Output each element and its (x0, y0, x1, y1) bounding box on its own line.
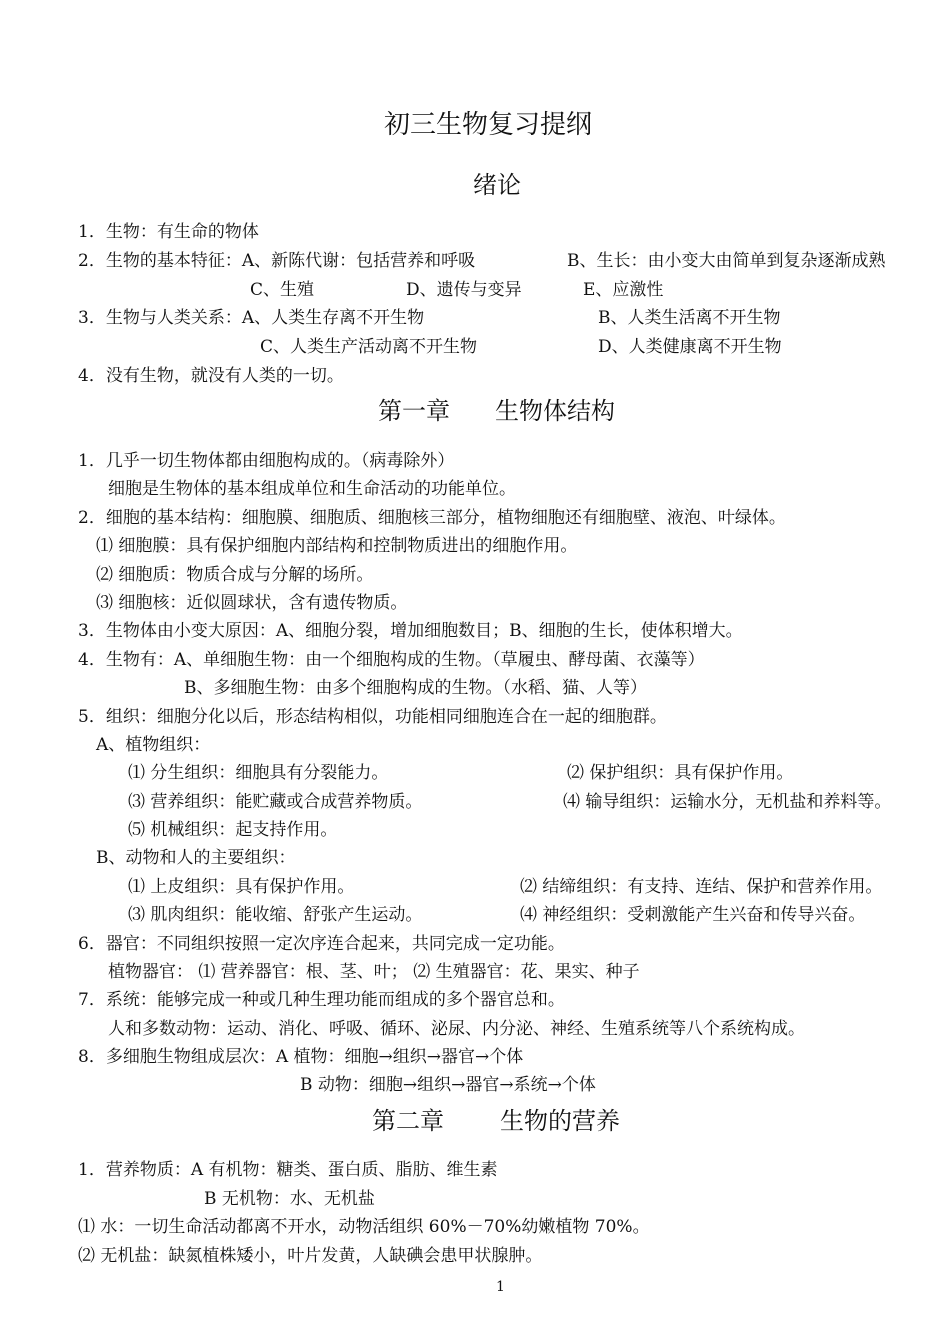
chapter-1-title: 生物体结构 (495, 397, 615, 425)
intro-line-3a: 3．生物与人类关系：A、人类生存离不开生物 (78, 308, 425, 328)
ch2-line-1b: B 无机物：水、无机盐 (204, 1189, 375, 1209)
ch1-line-5a2: ⑵ 保护组织：具有保护作用。 (567, 763, 794, 783)
ch1-line-2-2: ⑵ 细胞质：物质合成与分解的场所。 (96, 565, 374, 585)
intro-line-1: 1．生物：有生命的物体 (78, 222, 259, 242)
ch1-line-8b: B 动物：细胞→组织→器官→系统→个体 (300, 1075, 596, 1095)
ch1-line-5b4: ⑷ 神经组织：受刺激能产生兴奋和传导兴奋。 (520, 905, 866, 925)
ch1-line-4a: 4．生物有：A、单细胞生物：由一个细胞构成的生物。（草履虫、酵母菌、衣藻等） (78, 650, 705, 670)
ch2-line-1-1: ⑴ 水：一切生命活动都离不开水，动物活组织 60%－70%幼嫩植物 70%。 (78, 1217, 650, 1237)
chapter-2-number: 第二章 (372, 1107, 444, 1135)
ch1-line-2-3: ⑶ 细胞核：近似圆球状，含有遗传物质。 (96, 593, 408, 613)
ch1-line-5b: B、动物和人的主要组织： (96, 848, 296, 868)
ch1-line-5b3: ⑶ 肌肉组织：能收缩、舒张产生运动。 (128, 905, 423, 925)
ch1-line-4b: B、多细胞生物：由多个细胞构成的生物。（水稻、猫、人等） (184, 678, 647, 698)
ch1-line-6b: 植物器官： ⑴ 营养器官：根、茎、叶； ⑵ 生殖器官：花、果实、种子 (108, 962, 640, 982)
ch1-line-7: 7．系统：能够完成一种或几种生理功能而组成的多个器官总和。 (78, 990, 565, 1010)
ch1-line-5a: A、植物组织： (96, 735, 211, 755)
ch1-line-5a1: ⑴ 分生组织：细胞具有分裂能力。 (128, 763, 389, 783)
intro-line-2b: B、生长：由小变大由简单到复杂逐渐成熟 (567, 251, 886, 271)
ch1-line-5b1: ⑴ 上皮组织：具有保护作用。 (128, 877, 355, 897)
page-title: 初三生物复习提纲 (384, 110, 593, 140)
ch1-line-5a3: ⑶ 营养组织：能贮藏或合成营养物质。 (128, 792, 423, 812)
chapter-1-number: 第一章 (378, 397, 450, 425)
ch1-line-3: 3．生物体由小变大原因：A、细胞分裂，增加细胞数目；B、细胞的生长，使体积增大。 (78, 621, 743, 641)
intro-line-2e: E、应激性 (583, 280, 664, 300)
page-number: 1 (496, 1279, 505, 1295)
ch2-line-1a: 1．营养物质：A 有机物：糖类、蛋白质、脂肪、维生素 (78, 1160, 498, 1180)
ch1-line-6: 6．器官：不同组织按照一定次序连合起来，共同完成一定功能。 (78, 934, 565, 954)
ch1-line-2: 2．细胞的基本结构：细胞膜、细胞质、细胞核三部分，植物细胞还有细胞壁、液泡、叶绿体。 (78, 508, 786, 528)
intro-line-3d: D、人类健康离不开生物 (598, 337, 782, 357)
ch1-line-5: 5．组织：细胞分化以后，形态结构相似，功能相同细胞连合在一起的细胞群。 (78, 707, 667, 727)
ch1-line-5a4: ⑷ 输导组织：运输水分，无机盐和养料等。 (563, 792, 892, 812)
intro-line-3c: C、人类生产活动离不开生物 (260, 337, 478, 357)
ch1-line-8a: 8．多细胞生物组成层次：A 植物：细胞→组织→器官→个体 (78, 1047, 524, 1067)
section-heading-intro: 绪论 (473, 171, 521, 199)
intro-line-2c: C、生殖 (250, 280, 315, 300)
ch2-line-1-2: ⑵ 无机盐：缺氮植株矮小，叶片发黄，人缺碘会患甲状腺肿。 (78, 1246, 543, 1266)
intro-line-2a: 2．生物的基本特征：A、新陈代谢：包括营养和呼吸 (78, 251, 476, 271)
intro-line-4: 4．没有生物，就没有人类的一切。 (78, 366, 344, 386)
ch1-line-1b: 细胞是生物体的基本组成单位和生命活动的功能单位。 (108, 479, 516, 499)
intro-line-3b: B、人类生活离不开生物 (598, 308, 781, 328)
ch1-line-2-1: ⑴ 细胞膜：具有保护细胞内部结构和控制物质进出的细胞作用。 (96, 536, 578, 556)
ch1-line-1: 1．几乎一切生物体都由细胞构成的。（病毒除外） (78, 451, 455, 471)
chapter-2-title: 生物的营养 (500, 1107, 620, 1135)
intro-line-2d: D、遗传与变异 (406, 280, 522, 300)
ch1-line-7b: 人和多数动物：运动、消化、呼吸、循环、泌尿、内分泌、神经、生殖系统等八个系统构成。 (108, 1019, 805, 1039)
ch1-line-5a5: ⑸ 机械组织：起支持作用。 (128, 820, 338, 840)
ch1-line-5b2: ⑵ 结缔组织：有支持、连结、保护和营养作用。 (520, 877, 883, 897)
